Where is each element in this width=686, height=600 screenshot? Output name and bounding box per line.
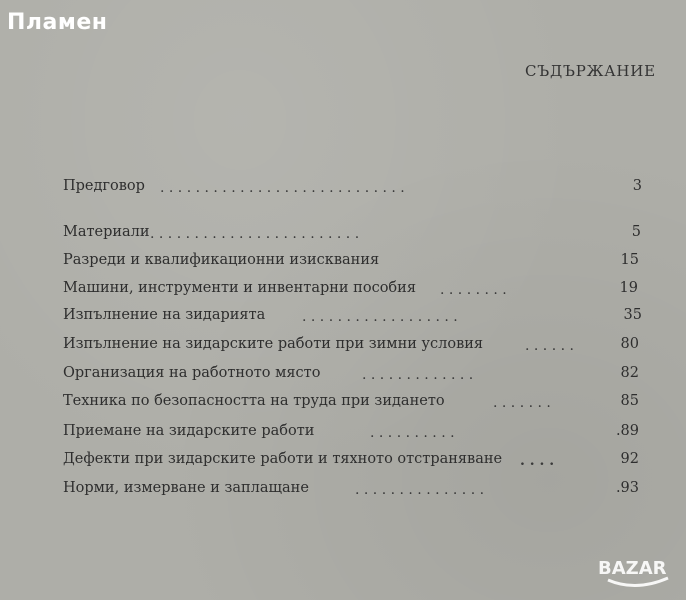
toc-entry xyxy=(0,336,686,360)
toc-entry xyxy=(0,423,686,447)
toc-entry-page: .89 xyxy=(615,423,639,439)
bazar-logo xyxy=(596,548,678,592)
contents-heading: СЪДЪРЖАНИЕ xyxy=(525,62,656,80)
toc-leader-dots: . . . . . . . . . . . . . . . . . . . . . . . . . . . . xyxy=(160,180,405,196)
toc-entry-title: Материали xyxy=(63,224,150,240)
toc-entry xyxy=(0,224,686,248)
seller-name: Пламен xyxy=(7,10,108,35)
toc-entry-title: Разреди и квалификационни изисквания xyxy=(63,252,380,268)
toc-leader-dots: . . . . . . . . . . . . . . . . . . . . . . . . xyxy=(150,226,360,242)
toc-entry xyxy=(0,307,686,331)
toc-leader-dots: . . . . . . . xyxy=(493,395,551,411)
toc-entry xyxy=(0,480,686,504)
toc-entry-page: 35 xyxy=(623,307,642,323)
toc-entry-page: 92 xyxy=(620,451,639,467)
toc-leader-dots: . . . . . . . . xyxy=(440,282,507,298)
toc-leader-dots: . . . . . . . . . . . . . xyxy=(362,367,474,383)
toc-leader-dots: . . . . . . . . . . xyxy=(370,425,455,441)
bazar-logo-text: BAZAR xyxy=(598,558,667,579)
toc-entry-title: Дефекти при зидарските работи и тяхното отстраняване xyxy=(63,451,503,467)
toc-leader-dots: . . . . . . . . . . . . . . . xyxy=(355,482,485,498)
toc-entry-page: 19 xyxy=(619,280,638,296)
toc-entry-title: Организация на работното място xyxy=(63,365,321,381)
toc-entry xyxy=(0,280,686,304)
toc-entry xyxy=(0,393,686,417)
toc-entry-page: 80 xyxy=(620,336,639,352)
toc-entry xyxy=(0,252,686,276)
toc-entry-title: Машини, инструменти и инвентарни пособия xyxy=(63,280,416,296)
toc-entry-page: 15 xyxy=(620,252,639,268)
toc-entry-page: 5 xyxy=(631,224,641,240)
toc-entry-page: 3 xyxy=(632,178,642,194)
toc-entry xyxy=(0,178,686,202)
toc-entry-title: Приемане на зидарските работи xyxy=(63,423,315,439)
toc-leader-dots: . . . . . . . . . . . . . . . . . . xyxy=(302,309,458,325)
toc-entry-title: Норми, измерване и заплащане xyxy=(63,480,309,496)
toc-entry-title: Техника по безопасността на труда при зидането xyxy=(63,393,445,409)
toc-entry xyxy=(0,365,686,389)
toc-entry-page: 85 xyxy=(620,393,639,409)
toc-leader-dots: . . . . . . xyxy=(525,338,574,354)
toc-entry xyxy=(0,451,686,475)
toc-entry-title: Изпълнение на зидарските работи при зимни условия xyxy=(63,336,484,352)
smile-curve-icon xyxy=(608,578,668,586)
toc-entry-page: 82 xyxy=(620,365,639,381)
toc-entry-title: Изпълнение на зидарията xyxy=(63,307,266,323)
toc-entry-page: .93 xyxy=(615,480,639,496)
toc-leader-dots: . . . . xyxy=(520,453,555,469)
toc-entry-title: Предговор xyxy=(63,178,145,194)
